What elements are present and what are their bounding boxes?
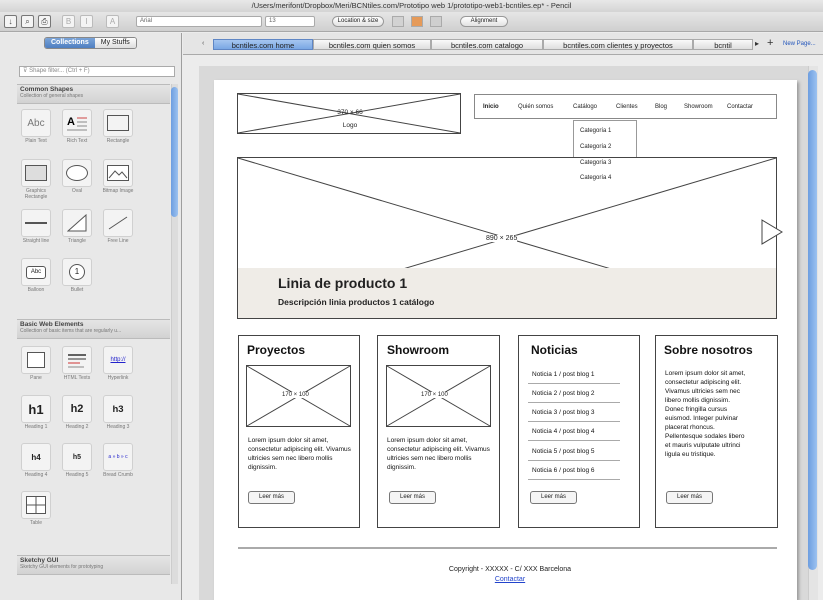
leer-mas-button-showroom[interactable]: Leer más bbox=[389, 491, 436, 504]
page-tab-quien-somos[interactable]: bcntiles.com quien somos bbox=[313, 39, 431, 50]
underline-icon[interactable]: I bbox=[80, 15, 93, 28]
svg-text:A: A bbox=[67, 116, 75, 128]
shape-html-texts[interactable]: HTML Texts bbox=[59, 346, 95, 381]
news-item[interactable]: Noticia 6 / post blog 6 bbox=[532, 467, 595, 474]
shape-rich-text[interactable]: A Rich Text bbox=[59, 109, 95, 144]
news-item[interactable]: Noticia 5 / post blog 5 bbox=[532, 448, 595, 455]
shape-graphics-rectangle[interactable]: Graphics Rectangle bbox=[18, 159, 54, 200]
tab-collections[interactable]: Collections bbox=[45, 38, 95, 48]
news-divider bbox=[528, 460, 620, 461]
shape-rectangle[interactable]: Rectangle bbox=[100, 109, 136, 144]
news-item[interactable]: Noticia 3 / post blog 3 bbox=[532, 409, 595, 416]
shape-balloon[interactable]: Abc Balloon bbox=[18, 258, 54, 293]
card-text-showroom: Lorem ipsum dolor sit amet, consectetur adipiscing elit. Vivamus ultricies sem nec libero mollis dignissim. bbox=[387, 437, 490, 471]
card-title-sobre-nosotros: Sobre nosotros bbox=[664, 343, 753, 357]
news-divider bbox=[528, 440, 620, 441]
shape-pane[interactable]: Pane bbox=[18, 346, 54, 381]
card-title-noticias: Noticias bbox=[531, 343, 578, 357]
news-item[interactable]: Noticia 1 / post blog 1 bbox=[532, 371, 595, 378]
shape-table[interactable]: Table bbox=[18, 491, 54, 526]
card-image-size: 170 × 100 bbox=[282, 392, 309, 398]
footer-copyright: Copyright - XXXXX - C/ XXX Barcelona bbox=[448, 566, 572, 573]
heading-4-icon: h4 bbox=[21, 443, 51, 471]
shape-straight-line[interactable]: Straight line bbox=[18, 209, 54, 244]
card-text-proyectos: Lorem ipsum dolor sit amet, consectetur adipiscing elit. Vivamus ultricies sem nec libero mollis dignissim. bbox=[248, 437, 351, 471]
print-icon[interactable]: ⎙ bbox=[38, 15, 51, 28]
nav-inicio[interactable]: Inicio bbox=[483, 104, 499, 110]
nav-contactar[interactable]: Contactar bbox=[727, 104, 754, 110]
tabs-scroll-left-icon[interactable]: ‹ bbox=[202, 40, 205, 47]
nav-catalogo[interactable]: Catálogo bbox=[573, 104, 598, 110]
zoom-icon[interactable]: ⌕ bbox=[21, 15, 34, 28]
shape-bullet[interactable]: 1 Bullet bbox=[59, 258, 95, 293]
bullet-icon: 1 bbox=[62, 258, 92, 286]
nav-quien-somos[interactable]: Quién somos bbox=[518, 104, 554, 110]
card-title-showroom: Showroom bbox=[387, 343, 449, 357]
shape-hyperlink[interactable]: http:// Hyperlink bbox=[100, 346, 136, 381]
tabs-scroll-right-icon[interactable]: ▸ bbox=[755, 39, 760, 48]
leer-mas-button-noticias[interactable]: Leer más bbox=[530, 491, 577, 504]
heading-1-icon: h1 bbox=[21, 395, 51, 423]
logo-label: Logo bbox=[342, 122, 358, 129]
shape-heading-3[interactable]: h3 Heading 3 bbox=[100, 395, 136, 430]
logo-size-label: 370 × 66 bbox=[337, 109, 363, 116]
page-tab-overflow[interactable]: bcntil bbox=[693, 39, 753, 50]
shape-heading-1[interactable]: h1 Heading 1 bbox=[18, 395, 54, 430]
leer-mas-button-proyectos[interactable]: Leer más bbox=[248, 491, 295, 504]
shape-bitmap-image[interactable]: Bitmap Image bbox=[100, 159, 136, 194]
news-divider bbox=[528, 421, 620, 422]
card-image-size: 170 × 100 bbox=[421, 392, 448, 398]
heading-3-icon: h3 bbox=[103, 395, 133, 423]
alignment-button[interactable]: Alignment bbox=[460, 16, 508, 27]
shape-plain-text[interactable]: Abc Plain Text bbox=[18, 109, 54, 144]
page-tab-clientes[interactable]: bcntiles.com clientes y proyectos bbox=[543, 39, 693, 50]
location-size-button[interactable]: Location & size bbox=[332, 16, 384, 27]
font-size-select[interactable]: 13 bbox=[265, 16, 315, 27]
card-title-proyectos: Proyectos bbox=[247, 343, 306, 357]
news-divider bbox=[528, 479, 620, 480]
filter-icon: ⊽ bbox=[23, 68, 30, 74]
dropdown-item-categoria-1[interactable]: Categoría 1 bbox=[580, 128, 612, 134]
news-item[interactable]: Noticia 2 / post blog 2 bbox=[532, 390, 595, 397]
news-divider bbox=[528, 383, 620, 384]
banner-subtitle: Descripción linia productos 1 catálogo bbox=[278, 297, 435, 307]
nav-blog[interactable]: Blog bbox=[655, 104, 668, 110]
banner-title: Linia de producto 1 bbox=[278, 275, 408, 291]
news-divider bbox=[528, 402, 620, 403]
dropdown-item-categoria-4[interactable]: Categoría 4 bbox=[580, 175, 612, 181]
leer-mas-button-sobre-nosotros[interactable]: Leer más bbox=[666, 491, 713, 504]
shape-triangle[interactable]: Triangle bbox=[59, 209, 95, 244]
page-tab-catalogo[interactable]: bcntiles.com catalogo bbox=[431, 39, 543, 50]
heading-2-icon: h2 bbox=[62, 395, 92, 423]
hyperlink-icon: http:// bbox=[103, 346, 133, 374]
breadcrumb-icon: a » b » c bbox=[103, 443, 133, 471]
collection-header[interactable]: Basic Web Elements Collection of basic items that are regularly u... bbox=[17, 319, 170, 339]
nav-clientes[interactable]: Clientes bbox=[616, 104, 638, 110]
text-color-icon[interactable]: A bbox=[106, 15, 119, 28]
heading-5-icon: h5 bbox=[62, 443, 92, 471]
font-family-select[interactable]: Arial bbox=[136, 16, 262, 27]
add-page-icon[interactable]: + bbox=[767, 37, 774, 49]
shape-heading-2[interactable]: h2 Heading 2 bbox=[59, 395, 95, 430]
window-title: /Users/merifont/Dropbox/Meri/BCNtiles.com/Prototipo web 1/prototipo-web1-bcntiles.ep* - Pencil bbox=[251, 1, 572, 10]
dropdown-item-categoria-2[interactable]: Categoría 2 bbox=[580, 144, 612, 150]
tab-my-stuffs[interactable]: My Stuffs bbox=[95, 38, 136, 48]
collection-header[interactable]: Common Shapes Collection of general shapes bbox=[17, 84, 170, 104]
balloon-icon: Abc bbox=[21, 258, 51, 286]
new-page-link[interactable]: New Page... bbox=[783, 41, 816, 47]
banner-size-label: 890 × 265 bbox=[486, 235, 518, 242]
shape-heading-5[interactable]: h5 Heading 5 bbox=[59, 443, 95, 478]
collection-header[interactable]: Sketchy GUI Sketchy GUI elements for prototyping bbox=[17, 555, 170, 575]
shape-free-line[interactable]: Free Line bbox=[100, 209, 136, 244]
shape-oval[interactable]: Oval bbox=[59, 159, 95, 194]
shape-breadcrumb[interactable]: a » b » c Bread Crumb bbox=[100, 443, 136, 478]
shape-filter-input[interactable]: ⊽ Shape filter... (Ctrl + F) bbox=[19, 66, 175, 77]
card-text-sobre-nosotros: Lorem ipsum dolor sit amet, consectetur adipiscing elit. Vivamus ultricies sem nec libero mollis dignissim. Donec fringilla cursus euismod. Integer pulvinar placerat rhoncus. Pellentesque sodales libero et mauris vulputate ultrinci ligula eu tristique. bbox=[665, 370, 746, 458]
font-style-icon[interactable]: B bbox=[62, 15, 75, 28]
news-item[interactable]: Noticia 4 / post blog 4 bbox=[532, 428, 595, 435]
footer-contact-link[interactable]: Contactar bbox=[494, 576, 526, 583]
shape-heading-4[interactable]: h4 Heading 4 bbox=[18, 443, 54, 478]
dropdown-item-categoria-3[interactable]: Categoría 3 bbox=[580, 160, 612, 166]
new-document-icon[interactable]: ↓ bbox=[4, 15, 17, 28]
plain-text-icon: Abc bbox=[21, 109, 51, 137]
page-tab-home[interactable]: bcntiles.com home bbox=[213, 39, 313, 50]
nav-showroom[interactable]: Showroom bbox=[684, 104, 713, 110]
